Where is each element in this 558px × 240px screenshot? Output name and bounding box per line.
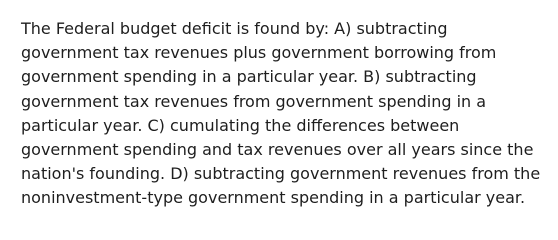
question-line: government tax revenues from government spending in a bbox=[21, 91, 487, 111]
question-line: government spending and tax revenues over all years since the bbox=[21, 140, 534, 160]
question-line: government tax revenues plus government borrowing from bbox=[21, 43, 497, 63]
question-line: government spending in a particular year. B) subtracting bbox=[21, 67, 477, 87]
question-line: noninvestment-type government spending in a particular year. bbox=[21, 188, 526, 208]
question-line: nation's founding. D) subtracting government revenues from the bbox=[21, 164, 541, 184]
question-line: particular year. C) cumulating the differences between bbox=[21, 115, 460, 135]
question-text bbox=[21, 17, 541, 211]
question-line: The Federal budget deficit is found by: A) subtracting bbox=[21, 19, 448, 38]
